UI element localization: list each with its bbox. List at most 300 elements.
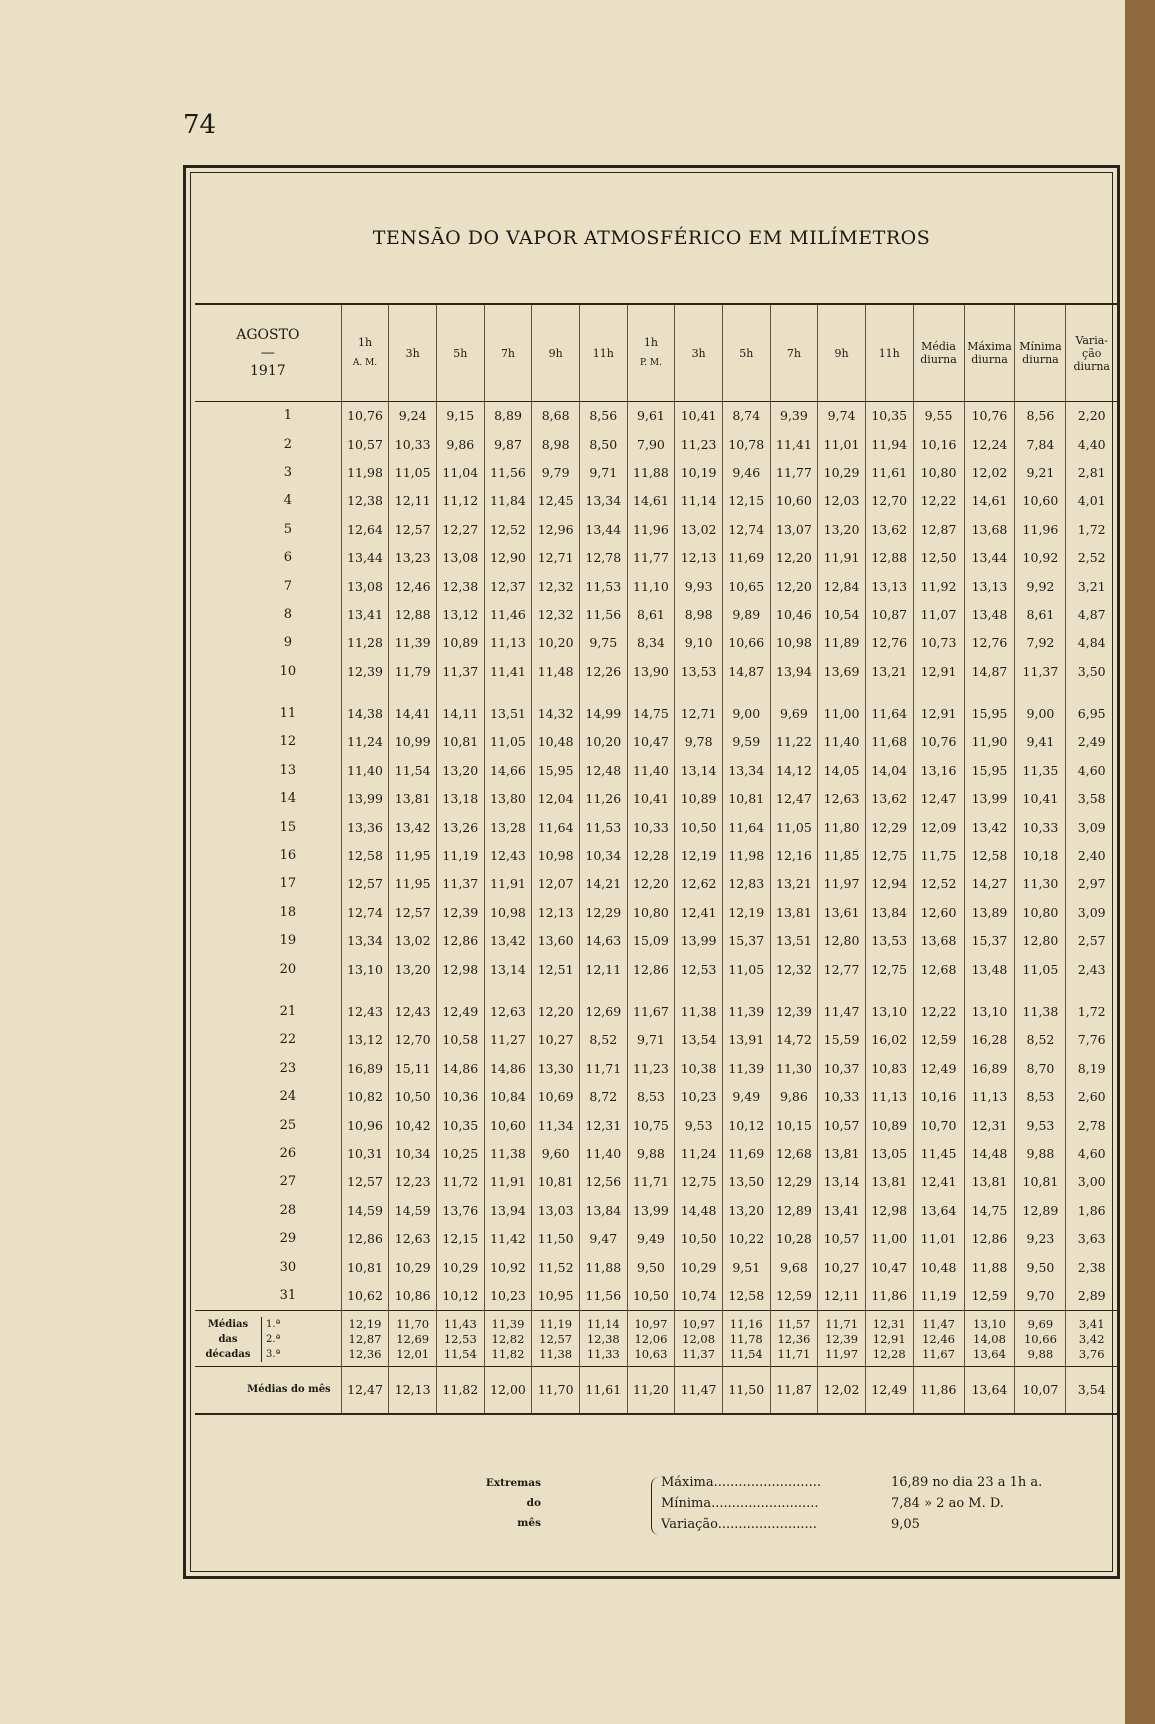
gap-cell xyxy=(818,686,866,700)
value-cell: 13,21 xyxy=(770,870,818,898)
value-cell: 9,69 xyxy=(770,700,818,728)
gap-cell xyxy=(389,686,437,700)
decade-label-line: Médias xyxy=(207,1319,249,1331)
value-cell: 12,74 xyxy=(722,516,770,544)
decade-gap xyxy=(195,686,1117,700)
value-cell: 12,57 xyxy=(341,1168,389,1196)
value-cell: 13,21 xyxy=(865,658,913,686)
value-cell: 11,01 xyxy=(913,1225,964,1253)
value-cell: 8,89 xyxy=(484,402,532,431)
book-spine-edge xyxy=(1125,0,1155,1724)
month-mean-value: 13,64 xyxy=(964,1367,1015,1415)
value-cell: 12,20 xyxy=(627,870,675,898)
value-cell: 12,32 xyxy=(532,601,580,629)
value-cell: 11,50 xyxy=(532,1225,580,1253)
value-cell: 12,02 xyxy=(964,459,1015,487)
value-cell: 11,05 xyxy=(484,728,532,756)
month-mean-value: 11,70 xyxy=(532,1367,580,1415)
value-cell: 13,89 xyxy=(964,899,1015,927)
value-cell: 11,88 xyxy=(579,1253,627,1281)
value-cell: 13,84 xyxy=(865,899,913,927)
value-cell: 11,97 xyxy=(818,870,866,898)
value-cell: 13,28 xyxy=(484,813,532,841)
value-cell: 12,80 xyxy=(818,927,866,955)
decade-mean-value: 11,33 xyxy=(586,1347,620,1362)
gap-cell xyxy=(627,686,675,700)
value-cell: 9,59 xyxy=(722,728,770,756)
table-title: TENSÃO DO VAPOR ATMOSFÉRICO EM MILÍMETROS xyxy=(372,227,931,249)
value-cell: 1,72 xyxy=(1066,998,1117,1026)
value-cell: 11,77 xyxy=(770,459,818,487)
value-cell: 13,81 xyxy=(389,785,437,813)
value-cell: 10,58 xyxy=(437,1026,485,1054)
decade-mean-value: 10,97 xyxy=(634,1317,668,1332)
value-cell: 11,88 xyxy=(627,459,675,487)
value-cell: 10,27 xyxy=(818,1253,866,1281)
value-cell: 10,98 xyxy=(770,629,818,657)
value-cell: 11,98 xyxy=(722,842,770,870)
value-cell: 12,94 xyxy=(865,870,913,898)
value-cell: 10,57 xyxy=(818,1111,866,1139)
value-cell: 13,44 xyxy=(964,544,1015,572)
value-cell: 11,46 xyxy=(484,601,532,629)
decade-mean-value: 12,87 xyxy=(348,1332,382,1347)
value-cell: 12,71 xyxy=(532,544,580,572)
decade-mean-value: 14,08 xyxy=(973,1332,1006,1347)
value-cell: 11,53 xyxy=(579,572,627,600)
decade-gap xyxy=(195,984,1117,998)
value-cell: 12,41 xyxy=(675,899,723,927)
value-cell: 12,43 xyxy=(341,998,389,1026)
decade-mean-value: 12,19 xyxy=(348,1317,382,1332)
hour-header: 1h P. M. xyxy=(627,304,675,402)
gap-cell xyxy=(437,984,485,998)
value-cell: 10,74 xyxy=(675,1282,723,1311)
value-cell: 10,15 xyxy=(770,1111,818,1139)
value-cell: 14,87 xyxy=(722,658,770,686)
value-cell: 2,52 xyxy=(1066,544,1117,572)
value-cell: 13,41 xyxy=(341,601,389,629)
value-cell: 2,60 xyxy=(1066,1083,1117,1111)
value-cell: 11,05 xyxy=(770,813,818,841)
value-cell: 1,86 xyxy=(1066,1197,1117,1225)
gap-cell xyxy=(579,686,627,700)
value-cell: 13,64 xyxy=(913,1197,964,1225)
gap-cell xyxy=(865,984,913,998)
day-cell: 28 xyxy=(279,1202,297,1218)
day-cell: 15 xyxy=(279,819,297,835)
value-cell: 12,86 xyxy=(437,927,485,955)
value-cell: 10,75 xyxy=(627,1111,675,1139)
value-cell: 13,53 xyxy=(865,927,913,955)
decade-mean-value: 9,69 xyxy=(1027,1317,1054,1332)
decade-mean-value: 11,54 xyxy=(443,1347,477,1362)
value-cell: 10,50 xyxy=(389,1083,437,1111)
decade-mean-value: 11,70 xyxy=(396,1317,430,1332)
page-number: 74 xyxy=(183,110,217,140)
value-cell: 15,11 xyxy=(389,1055,437,1083)
value-cell: 9,46 xyxy=(722,459,770,487)
value-cell: 12,75 xyxy=(865,842,913,870)
hour-header: 11h xyxy=(579,304,627,402)
value-cell: 12,86 xyxy=(341,1225,389,1253)
value-cell: 11,91 xyxy=(484,1168,532,1196)
decade-mean-value: 11,38 xyxy=(539,1347,573,1362)
decade-mean-value: 3,41 xyxy=(1078,1317,1105,1332)
value-cell: 14,66 xyxy=(484,757,532,785)
value-cell: 3,00 xyxy=(1066,1168,1117,1196)
value-cell: 9,79 xyxy=(532,459,580,487)
day-cell: 10 xyxy=(279,663,297,679)
value-cell: 10,47 xyxy=(865,1253,913,1281)
value-cell: 11,38 xyxy=(675,998,723,1026)
value-cell: 2,97 xyxy=(1066,870,1117,898)
value-cell: 15,37 xyxy=(964,927,1015,955)
table-body xyxy=(195,402,1117,1415)
value-cell: 14,12 xyxy=(770,757,818,785)
value-cell: 13,10 xyxy=(865,998,913,1026)
value-cell: 10,33 xyxy=(818,1083,866,1111)
value-cell: 11,01 xyxy=(818,430,866,458)
table-row xyxy=(195,813,1117,841)
decade-mean-value: 12,31 xyxy=(872,1317,906,1332)
value-cell: 10,16 xyxy=(913,1083,964,1111)
month-label: AGOSTO xyxy=(236,327,300,343)
value-cell: 4,87 xyxy=(1066,601,1117,629)
value-cell: 12,69 xyxy=(579,998,627,1026)
value-cell: 11,95 xyxy=(389,870,437,898)
value-cell: 10,19 xyxy=(675,459,723,487)
value-cell: 11,72 xyxy=(437,1168,485,1196)
value-cell: 11,38 xyxy=(1015,998,1066,1026)
value-cell: 12,57 xyxy=(389,899,437,927)
day-cell: 13 xyxy=(279,762,297,778)
value-cell: 13,18 xyxy=(437,785,485,813)
table-row xyxy=(195,1055,1117,1083)
value-cell: 11,91 xyxy=(484,870,532,898)
day-cell: 30 xyxy=(279,1259,297,1275)
extreme-min-row: Mínima.......................... 7,84 » 2 ao M. D. xyxy=(661,1496,1004,1511)
value-cell: 10,41 xyxy=(675,402,723,431)
value-cell: 12,09 xyxy=(913,813,964,841)
value-cell: 10,42 xyxy=(389,1111,437,1139)
table-row xyxy=(195,785,1117,813)
decade-mean-value: 11,16 xyxy=(729,1317,763,1332)
value-cell: 11,96 xyxy=(627,516,675,544)
value-cell: 9,60 xyxy=(532,1140,580,1168)
value-cell: 10,83 xyxy=(865,1055,913,1083)
value-cell: 11,91 xyxy=(818,544,866,572)
value-cell: 10,78 xyxy=(722,430,770,458)
value-cell: 11,13 xyxy=(484,629,532,657)
value-cell: 4,40 xyxy=(1066,430,1117,458)
value-cell: 13,34 xyxy=(579,487,627,515)
value-cell: 12,58 xyxy=(722,1282,770,1311)
value-cell: 12,47 xyxy=(770,785,818,813)
value-cell: 11,30 xyxy=(1015,870,1066,898)
value-cell: 12,43 xyxy=(389,998,437,1026)
value-cell: 7,84 xyxy=(1015,430,1066,458)
daily-variation-header: Varia- ção diurna xyxy=(1066,304,1117,402)
value-cell: 9,41 xyxy=(1015,728,1066,756)
value-cell: 13,14 xyxy=(675,757,723,785)
value-cell: 14,99 xyxy=(579,700,627,728)
decade-means-cell xyxy=(484,1311,532,1367)
decade-means-cell xyxy=(675,1311,723,1367)
value-cell: 12,83 xyxy=(722,870,770,898)
table-row xyxy=(195,487,1117,515)
value-cell: 10,92 xyxy=(484,1253,532,1281)
value-cell: 12,32 xyxy=(532,572,580,600)
decade-mean-value: 11,19 xyxy=(539,1317,573,1332)
value-cell: 13,14 xyxy=(818,1168,866,1196)
value-cell: 8,98 xyxy=(675,601,723,629)
value-cell: 9,71 xyxy=(579,459,627,487)
value-cell: 10,34 xyxy=(579,842,627,870)
month-mean-value: 11,82 xyxy=(437,1367,485,1415)
value-cell: 12,77 xyxy=(818,955,866,983)
decade-mean-value: 12,69 xyxy=(396,1332,430,1347)
value-cell: 12,68 xyxy=(913,955,964,983)
value-cell: 9,93 xyxy=(675,572,723,600)
day-cell: 18 xyxy=(279,904,297,920)
value-cell: 11,69 xyxy=(722,1140,770,1168)
value-cell: 11,67 xyxy=(627,998,675,1026)
value-cell: 14,59 xyxy=(341,1197,389,1225)
decade-means-cell xyxy=(437,1311,485,1367)
value-cell: 9,49 xyxy=(722,1083,770,1111)
value-cell: 10,50 xyxy=(675,1225,723,1253)
value-cell: 13,36 xyxy=(341,813,389,841)
value-cell: 13,42 xyxy=(389,813,437,841)
decade-mean-value: 11,97 xyxy=(825,1347,859,1362)
value-cell: 11,61 xyxy=(865,459,913,487)
decade-mean-value: 11,71 xyxy=(825,1317,859,1332)
value-cell: 11,71 xyxy=(627,1168,675,1196)
value-cell: 14,38 xyxy=(341,700,389,728)
value-cell: 14,86 xyxy=(484,1055,532,1083)
table-row xyxy=(195,1083,1117,1111)
day-cell: 3 xyxy=(283,464,292,480)
decade-means-cell xyxy=(964,1311,1015,1367)
value-cell: 12,52 xyxy=(913,870,964,898)
decade-means-cell xyxy=(389,1311,437,1367)
table-row xyxy=(195,700,1117,728)
value-cell: 15,09 xyxy=(627,927,675,955)
value-cell: 12,11 xyxy=(389,487,437,515)
value-cell: 13,99 xyxy=(964,785,1015,813)
decade-number: 2.ª xyxy=(266,1334,281,1346)
value-cell: 8,53 xyxy=(627,1083,675,1111)
value-cell: 13,99 xyxy=(627,1197,675,1225)
value-cell: 12,29 xyxy=(865,813,913,841)
value-cell: 10,41 xyxy=(1015,785,1066,813)
value-cell: 12,52 xyxy=(484,516,532,544)
value-cell: 10,48 xyxy=(532,728,580,756)
value-cell: 10,35 xyxy=(865,402,913,431)
value-cell: 11,48 xyxy=(532,658,580,686)
value-cell: 12,88 xyxy=(389,601,437,629)
value-cell: 12,86 xyxy=(964,1225,1015,1253)
day-cell: 29 xyxy=(279,1231,297,1247)
value-cell: 11,98 xyxy=(341,459,389,487)
value-cell: 4,60 xyxy=(1066,1140,1117,1168)
value-cell: 11,22 xyxy=(770,728,818,756)
value-cell: 12,27 xyxy=(437,516,485,544)
value-cell: 11,40 xyxy=(579,1140,627,1168)
extreme-max-row: Máxima.......................... 16,89 no dia 23 a 1h a. xyxy=(661,1475,1043,1490)
value-cell: 13,10 xyxy=(964,998,1015,1026)
value-cell: 3,50 xyxy=(1066,658,1117,686)
value-cell: 10,29 xyxy=(675,1253,723,1281)
decade-mean-value: 12,46 xyxy=(922,1332,955,1347)
decade-number: 3.ª xyxy=(266,1349,281,1361)
value-cell: 12,20 xyxy=(532,998,580,1026)
value-cell: 13,44 xyxy=(341,544,389,572)
value-cell: 8,74 xyxy=(722,402,770,431)
decade-mean-value: 12,53 xyxy=(443,1332,477,1347)
value-cell: 12,20 xyxy=(770,572,818,600)
value-cell: 12,23 xyxy=(389,1168,437,1196)
value-cell: 11,54 xyxy=(389,757,437,785)
value-cell: 10,31 xyxy=(341,1140,389,1168)
value-cell: 13,80 xyxy=(484,785,532,813)
value-cell: 13,54 xyxy=(675,1026,723,1054)
value-cell: 15,95 xyxy=(964,700,1015,728)
value-cell: 13,94 xyxy=(770,658,818,686)
gap-cell xyxy=(627,984,675,998)
value-cell: 10,80 xyxy=(627,899,675,927)
day-cell: 25 xyxy=(279,1117,297,1133)
value-cell: 10,96 xyxy=(341,1111,389,1139)
value-cell: 13,41 xyxy=(818,1197,866,1225)
value-cell: 13,44 xyxy=(579,516,627,544)
value-cell: 13,03 xyxy=(532,1197,580,1225)
value-cell: 10,81 xyxy=(1015,1168,1066,1196)
value-cell: 10,33 xyxy=(1015,813,1066,841)
value-cell: 13,68 xyxy=(913,927,964,955)
value-cell: 13,12 xyxy=(437,601,485,629)
month-mean-value: 12,13 xyxy=(389,1367,437,1415)
header-row xyxy=(195,304,1117,402)
value-cell: 16,89 xyxy=(341,1055,389,1083)
day-cell: 26 xyxy=(279,1145,297,1161)
value-cell: 12,78 xyxy=(579,544,627,572)
value-cell: 13,20 xyxy=(389,955,437,983)
value-cell: 11,64 xyxy=(532,813,580,841)
value-cell: 12,57 xyxy=(341,870,389,898)
value-cell: 11,45 xyxy=(913,1140,964,1168)
value-cell: 2,38 xyxy=(1066,1253,1117,1281)
value-cell: 9,71 xyxy=(627,1026,675,1054)
value-cell: 14,75 xyxy=(964,1197,1015,1225)
value-cell: 10,80 xyxy=(1015,899,1066,927)
value-cell: 13,42 xyxy=(964,813,1015,841)
decade-mean-value: 12,36 xyxy=(777,1332,811,1347)
value-cell: 13,76 xyxy=(437,1197,485,1225)
value-cell: 11,85 xyxy=(818,842,866,870)
gap-cell xyxy=(195,984,341,998)
hour-header: 1h A. M. xyxy=(341,304,389,402)
value-cell: 10,89 xyxy=(675,785,723,813)
hour-header: 11h xyxy=(865,304,913,402)
value-cell: 9,50 xyxy=(1015,1253,1066,1281)
hour-header: 3h xyxy=(389,304,437,402)
value-cell: 13,69 xyxy=(818,658,866,686)
value-cell: 9,15 xyxy=(437,402,485,431)
decade-mean-value: 12,57 xyxy=(539,1332,573,1347)
value-cell: 16,02 xyxy=(865,1026,913,1054)
value-cell: 11,88 xyxy=(964,1253,1015,1281)
value-cell: 12,28 xyxy=(627,842,675,870)
value-cell: 9,75 xyxy=(579,629,627,657)
value-cell: 10,84 xyxy=(484,1083,532,1111)
gap-cell xyxy=(964,686,1015,700)
month-mean-value: 11,86 xyxy=(913,1367,964,1415)
value-cell: 13,48 xyxy=(964,955,1015,983)
value-cell: 4,84 xyxy=(1066,629,1117,657)
decade-means-cell xyxy=(865,1311,913,1367)
value-cell: 8,72 xyxy=(579,1083,627,1111)
value-cell: 12,03 xyxy=(818,487,866,515)
day-cell: 8 xyxy=(283,606,292,622)
gap-cell xyxy=(341,686,389,700)
value-cell: 10,25 xyxy=(437,1140,485,1168)
day-cell: 16 xyxy=(279,848,297,864)
value-cell: 13,99 xyxy=(341,785,389,813)
value-cell: 13,51 xyxy=(484,700,532,728)
value-cell: 12,57 xyxy=(389,516,437,544)
value-cell: 10,18 xyxy=(1015,842,1066,870)
value-cell: 9,00 xyxy=(1015,700,1066,728)
value-cell: 10,34 xyxy=(389,1140,437,1168)
gap-cell xyxy=(865,686,913,700)
gap-cell xyxy=(722,984,770,998)
gap-cell xyxy=(1015,686,1066,700)
decade-mean-value: 11,47 xyxy=(922,1317,955,1332)
value-cell: 13,91 xyxy=(722,1026,770,1054)
value-cell: 10,60 xyxy=(484,1111,532,1139)
value-cell: 12,63 xyxy=(389,1225,437,1253)
value-cell: 12,91 xyxy=(913,658,964,686)
value-cell: 11,05 xyxy=(389,459,437,487)
value-cell: 9,51 xyxy=(722,1253,770,1281)
value-cell: 13,14 xyxy=(484,955,532,983)
value-cell: 15,95 xyxy=(532,757,580,785)
value-cell: 12,24 xyxy=(964,430,1015,458)
value-cell: 10,23 xyxy=(484,1282,532,1311)
value-cell: 9,49 xyxy=(627,1225,675,1253)
gap-cell xyxy=(964,984,1015,998)
value-cell: 15,59 xyxy=(818,1026,866,1054)
table-row xyxy=(195,757,1117,785)
decade-mean-value: 3,42 xyxy=(1078,1332,1105,1347)
decade-means-cell xyxy=(627,1311,675,1367)
value-cell: 12,26 xyxy=(579,658,627,686)
value-cell: 9,88 xyxy=(627,1140,675,1168)
value-cell: 11,39 xyxy=(389,629,437,657)
value-cell: 12,49 xyxy=(913,1055,964,1083)
value-cell: 16,28 xyxy=(964,1026,1015,1054)
value-cell: 3,63 xyxy=(1066,1225,1117,1253)
day-cell: 22 xyxy=(279,1032,297,1048)
month-header xyxy=(195,304,341,402)
month-dash: — xyxy=(260,345,275,361)
value-cell: 12,31 xyxy=(964,1111,1015,1139)
day-cell: 6 xyxy=(283,550,292,566)
value-cell: 11,23 xyxy=(675,430,723,458)
gap-cell xyxy=(770,984,818,998)
